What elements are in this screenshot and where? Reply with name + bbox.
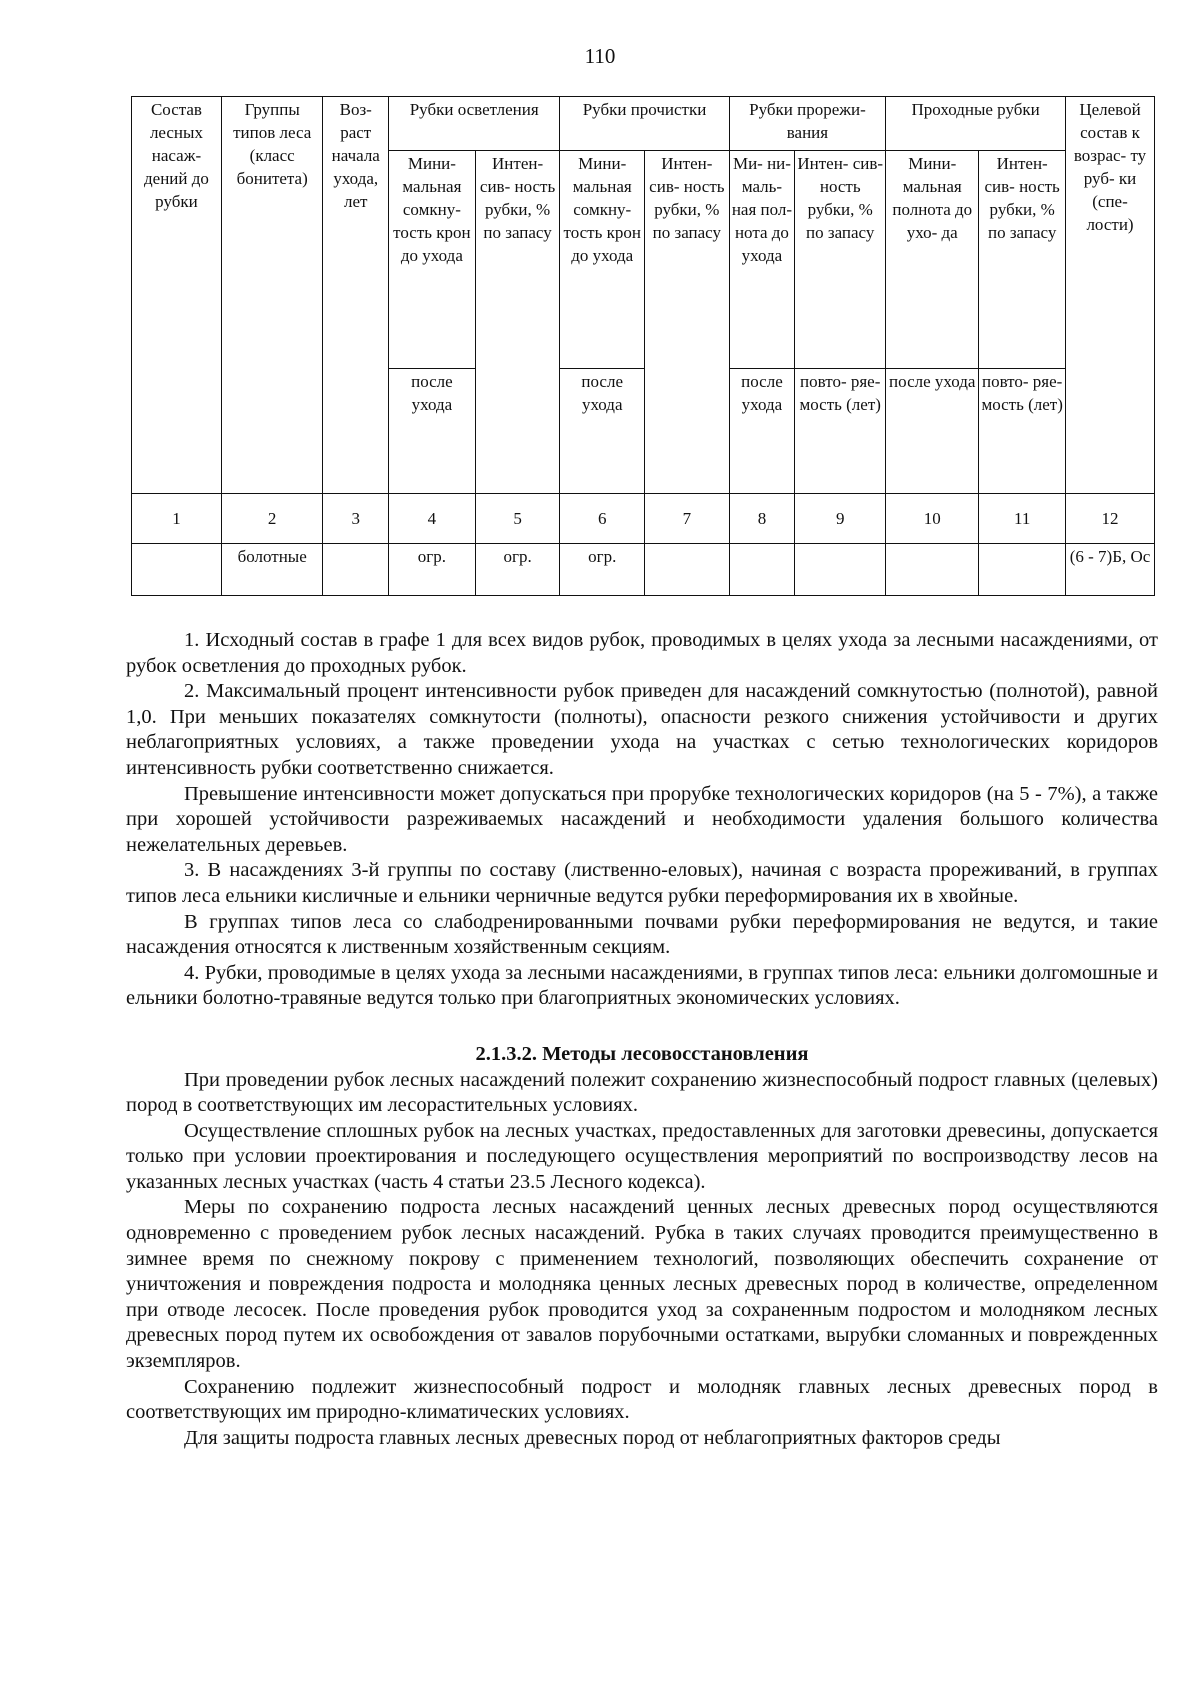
note-paragraph: 1. Исходный состав в графе 1 для всех видов рубок, проводимых в целях ухода за лесными насаждениями, от рубок осветления до проходных рубок.	[126, 629, 1158, 677]
column-number: 3	[323, 493, 389, 543]
header-after-care-4: после ухода	[886, 369, 979, 493]
note-paragraph: В группах типов леса со слабодренированными почвами рубки переформирования не ведутся, и такие насаждения относятся к лиственным хозяйственным секциям.	[126, 910, 1158, 959]
section-paragraph: Меры по сохранению подроста лесных насаждений ценных лесных древесных пород осуществляются одновременно с проведением рубок лесных насаждений. Рубка в таких случаях проводится преимущественно в зимнее время по снежному покрову с применением технологий, позволяющих обеспечить сохранение от уничтожения и повреждения подроста и молодняка ценных лесных древесных пород в количестве, определенном при отводе лесосек. После проведения рубок проводится уход за сохраненным подростом и молодняком лесных древесных пород путем их освобождения от завалов порубочными остатками, вырубки сломанных и поврежденных экземпляров.	[126, 1196, 1158, 1373]
header-min-closure-2: Мини- мальная сомкну- тость крон до ухода	[560, 151, 645, 369]
header-repeat-4: повто- ряе- мость (лет)	[979, 369, 1066, 493]
body-text	[126, 628, 1158, 1451]
column-number: 12	[1066, 493, 1155, 543]
header-intensity-2: Интен- сив- ность рубки, % по запасу	[645, 151, 730, 493]
header-after-care-3: после ухода	[729, 369, 795, 493]
section-heading: 2.1.3.2. Методы лесовосстановления	[475, 1042, 809, 1065]
table-cell	[979, 543, 1066, 595]
header-intensity-3: Интен- сив- ность рубки, % по запасу	[795, 151, 886, 369]
header-min-density-3: Ми- ни- маль- ная пол- нота до ухода	[729, 151, 795, 369]
table-cell: болотные	[221, 543, 323, 595]
table-cell	[132, 543, 222, 595]
note-paragraph: 4. Рубки, проводимые в целях ухода за лесными насаждениями, в группах типов леса: ельники долгомошные и ельники болотно-травяные ведутся только при благоприятных экономических условиях.	[126, 961, 1158, 1010]
table-row	[132, 543, 1155, 595]
column-number: 9	[795, 493, 886, 543]
table-cell	[645, 543, 730, 595]
header-group-passing: Проходные рубки	[886, 97, 1066, 151]
table-cell: огр.	[475, 543, 560, 595]
section-paragraph: Сохранению подлежит жизнеспособный подрост и молодняк главных лесных древесных пород в соответствующих им природно-климатических условиях.	[126, 1375, 1158, 1424]
header-group-cleaning: Рубки прочистки	[560, 97, 729, 151]
header-repeat-3: повто- ряе- мость (лет)	[795, 369, 886, 493]
table-cell: (6 - 7)Б, Ос	[1066, 543, 1155, 595]
column-number: 7	[645, 493, 730, 543]
table-cell: огр.	[389, 543, 476, 595]
table-cell	[323, 543, 389, 595]
column-numbers-row	[132, 493, 1155, 543]
table-cell	[886, 543, 979, 595]
note-paragraph: 3. В насаждениях 3-й группы по составу (лиственно-еловых), начиная с возраста прореживаний, в группах типов леса ельники кисличные и ельники черничные ведутся рубки переформирования их в хвойные.	[126, 859, 1158, 907]
header-after-care-2: после ухода	[560, 369, 645, 493]
header-forest-type-groups: Группы типов леса (класс бонитета)	[221, 97, 323, 494]
section-paragraph: При проведении рубок лесных насаждений полежит сохранению жизнеспособный подрост главных (целевых) пород в соответствующих им лесорастительных условиях.	[126, 1068, 1158, 1117]
section-paragraph: Для защиты подроста главных лесных древесных пород от неблагоприятных факторов среды	[184, 1426, 1001, 1449]
table-cell: огр.	[560, 543, 645, 595]
header-composition: Состав лесных насаж- дений до рубки	[132, 97, 222, 494]
column-number: 8	[729, 493, 795, 543]
section-paragraph: Осуществление сплошных рубок на лесных участках, предоставленных для заготовки древесины, допускается только при условии проектирования и последующего осуществления мероприятий по воспроизводству лесов на указанных лесных участках (часть 4 статьи 23.5 Лесного кодекса).	[126, 1119, 1158, 1193]
column-number: 4	[389, 493, 476, 543]
page-number: 110	[584, 44, 616, 68]
header-start-age: Воз- раст начала ухода, лет	[323, 97, 389, 494]
table-cell	[795, 543, 886, 595]
header-group-thinning: Рубки прорежи- вания	[729, 97, 886, 151]
column-number: 5	[475, 493, 560, 543]
header-min-closure-1: Мини- мальная сомкну- тость крон до ухода	[389, 151, 476, 369]
note-paragraph: 2. Максимальный процент интенсивности рубок приведен для насаждений сомкнутостью (полнотой), равной 1,0. При меньших показателях сомкнутости (полноты), опасности резкого снижения устойчивости и других неблагоприятных условиях, а также проведении ухода на участках с сетью технологических коридоров интенсивность рубки соответственно снижается.	[126, 680, 1158, 779]
thinning-table	[131, 96, 1155, 596]
header-intensity-1: Интен- сив- ность рубки, % по запасу	[475, 151, 560, 493]
column-number: 2	[221, 493, 323, 543]
column-number: 10	[886, 493, 979, 543]
header-min-density-4: Мини- мальная полнота до ухо- да	[886, 151, 979, 369]
table-cell	[729, 543, 795, 595]
header-intensity-4: Интен- сив- ность рубки, % по запасу	[979, 151, 1066, 369]
header-after-care-1: после ухода	[389, 369, 476, 493]
column-number: 6	[560, 493, 645, 543]
column-number: 1	[132, 493, 222, 543]
header-group-clearing: Рубки осветления	[389, 97, 560, 151]
column-number: 11	[979, 493, 1066, 543]
header-target-composition: Целевой состав к возрас- ту руб- ки (спе- лости)	[1066, 97, 1155, 494]
note-paragraph: Превышение интенсивности может допускаться при прорубке технологических коридоров (на 5 - 7%), а также при хорошей устойчивости разреживаемых насаждений и необходимости удаления большого количества нежелательных деревьев.	[126, 782, 1158, 856]
